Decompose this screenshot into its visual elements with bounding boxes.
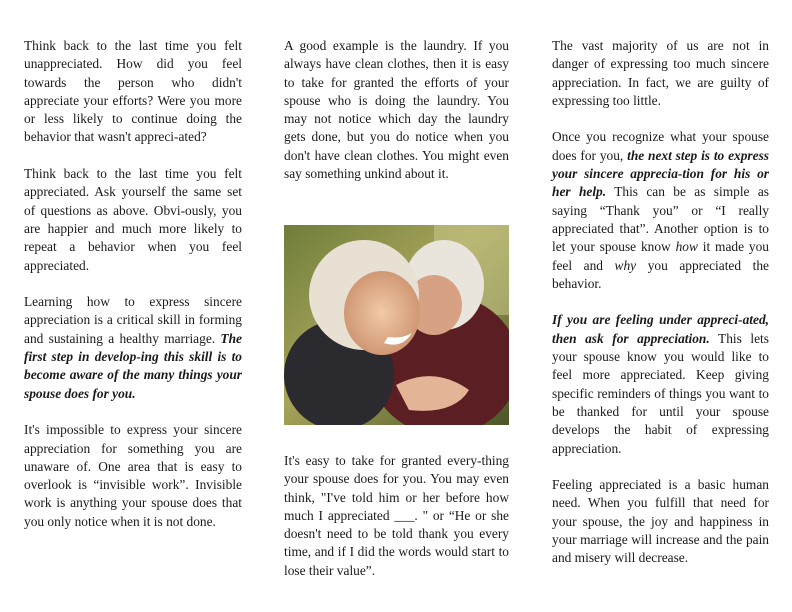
text: This lets your spouse know you would like to feel more appreciated. Keep giving specific reminders of things you want to be thanked for until your spouse develops the habit of expressing appreciation. (552, 330, 769, 456)
text: Learning how to express sincere appreciation is a critical skill in forming and sustaining a healthy marriage. (24, 294, 242, 346)
italic-text: how (675, 239, 698, 255)
emphasis-text: the next step is to express your sincere apprecia-tion for his or her help. (552, 147, 769, 200)
column-middle-lower (284, 452, 509, 580)
paragraph: A good example is the laundry. If you always have clean clothes, then it is easy to take for granted the efforts of your spouse who is doing the laundry. You may not notice which day the laundry gets done, but you do notice when you don't have clean clothes. You might even say something unkind about it. (284, 38, 509, 182)
text: it made you feel and (552, 239, 770, 273)
paragraph: Think back to the last time you felt unappreciated. How did you feel towards the person who didn't appreciate your efforts? Were you more or less likely to continue doing the behavior that wasn't appreci-ated? (24, 38, 242, 145)
text: This can be as simple as saying “Thank you” or “I really appreciated that”. Another option is to let your spouse know (552, 184, 769, 255)
italic-text: why (614, 257, 637, 273)
emphasis-text: The first step in develop-ing this skill is to become aware of the many things your spouse does for you. (24, 330, 242, 401)
paragraph: The vast majority of us are not in danger of expressing too much sincere appreciation. In fact, we are guilty of expressing too little. (552, 38, 769, 108)
paragraph: Feeling appreciated is a basic human need. When you fulfill that need for your spouse, the joy and happiness in your marriage will increase and the pain and misery will decrease. (552, 477, 769, 566)
paragraph: It's easy to take for granted every-thing your spouse does for you. You may even think, "I've told him or her before how much I appreciated ___. " or “He or she doesn't need to be told thank you every time, and if I did the words would start to lose their value”. (284, 453, 509, 578)
text: you appreciated the behavior. (552, 257, 769, 291)
column-middle (284, 37, 509, 183)
couple-photo (284, 225, 509, 425)
paragraph (24, 293, 242, 403)
column-left (24, 37, 242, 531)
emphasis-text: If you are feeling under appreci-ated, then ask for appreciation. (552, 312, 769, 346)
paragraph (552, 128, 769, 293)
paragraph: Think back to the last time you felt appreciated. Ask yourself the same set of questions as above. Obvi-ously, you are happier and much more likely to repeat a behavior when you feel appreciated. (24, 166, 242, 273)
paragraph: It's impossible to express your sincere appreciation for something you are unaware of. One area that is easy to overlook is “invisible work”. Invisible work is anything your spouse does that you only notice when it is not done. (24, 422, 242, 529)
paragraph (552, 311, 769, 457)
column-right (552, 37, 769, 568)
text: Once you recognize what your spouse does for you, (552, 129, 769, 163)
